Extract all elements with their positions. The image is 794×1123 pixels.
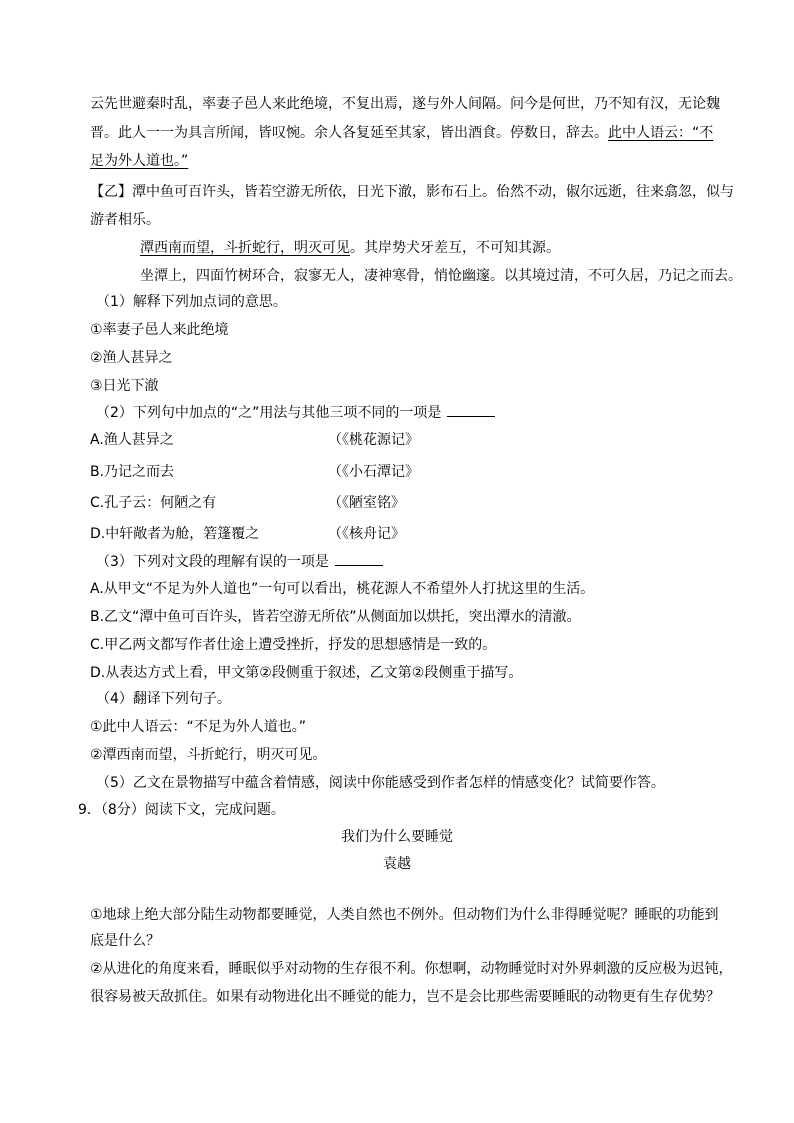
q4-item-2: ②潭西南而望，斗折蛇行，明灭可见。 [90,747,327,763]
q2-option-c-source: （《陋室铭》 [328,495,405,511]
q3-option-d: D.从表达方式上看，甲文第②段侧重于叙述，乙文第②段侧重于描写。 [90,665,523,681]
passage-yi-p2-rest: 。其岸势犬牙差互，不可知其源。 [350,240,560,256]
q4-prompt: （4）翻译下列句子。 [96,691,231,707]
q2-option-d: D.中轩敞者为舱，箬篷覆之 [90,526,260,542]
q3-option-c: C.甲乙两文都写作者仕途上遭受挫折，抒发的思想感情是一致的。 [90,637,497,653]
article-title: 我们为什么要睡觉 [341,829,453,845]
underlined-quote: 此中人语云：“不 [608,125,714,141]
article-para-2-line-1: ②从进化的角度来看，睡眠似乎对动物的生存很不利。你想啊，动物睡觉时对外界刺激的反应极为迟钝， [90,961,733,977]
answer-blank[interactable] [447,402,495,417]
q1-prompt: （1）解释下列加点词的意思。 [96,294,287,310]
underlined-sentence: 潭西南而望，斗折蛇行，明灭可见 [140,240,350,256]
passage-jia-line-1: 云先世避秦时乱，率妻子邑人来此绝境，不复出焉，遂与外人间隔。问今是何世，乃不知有汉，无论魏 [90,96,720,112]
answer-blank[interactable] [335,551,383,566]
passage-yi-p1-line-2: 游者相乐。 [90,212,160,228]
q2-option-a-source: （《桃花源记》 [328,432,419,448]
q3-prompt-line [96,551,383,572]
q2-prompt-line [96,402,495,423]
q3-option-a: A.从甲文“不足为外人道也”一句可以看出，桃花源人不希望外人打扰这里的生活。 [90,581,595,597]
passage-jia-text: 晋。此人一一为具言所闻，皆叹惋。余人各复延至其家，皆出酒食。停数日，辞去。 [90,125,608,141]
passage-yi-p2 [140,238,560,258]
article-author: 袁越 [383,856,411,872]
passage-yi-p3: 坐潭上，四面竹树环合，寂寥无人，凄神寒骨，悄怆幽邃。以其境过清，不可久居，乃记之而去。 [140,268,742,284]
article-para-1-line-2: 底是什么？ [90,933,160,949]
passage-yi-p1-line-1: 【乙】潭中鱼可百许头，皆若空游无所依，日光下澈，影布石上。佁然不动，俶尔远逝，往来翕忽，似与 [90,184,734,200]
q2-option-b-source: （《小石潭记》 [328,464,419,480]
q4-item-1: ①此中人语云：“不足为外人道也。” [90,719,307,735]
q9-header: 9．（8分）阅读下文，完成问题。 [78,802,285,818]
q5-prompt: （5）乙文在景物描写中蕴含着情感，阅读中你能感受到作者怎样的情感变化？试简要作答。 [96,775,665,791]
q2-option-a: A.渔人甚异之 [90,432,174,448]
q1-item-2: ②渔人甚异之 [90,350,173,366]
q2-prompt: （2）下列句中加点的“之”用法与其他三项不同的一项是 [96,405,442,421]
passage-jia-line-3: 足为外人道也。” [90,153,189,169]
q3-prompt: （3）下列对文段的理解有误的一项是 [96,554,329,570]
passage-jia-line-2 [90,123,713,143]
q1-item-3: ③日光下澈 [90,378,159,394]
q2-option-d-source: （《核舟记》 [328,526,405,542]
q2-option-c: C.孔子云：何陋之有 [90,495,217,511]
q1-item-1: ①率妻子邑人来此绝境 [90,322,229,338]
article-para-2-line-2: 很容易被天敌抓住。如果有动物进化出不睡觉的能力，岂不是会比那些需要睡眠的动物更有生存优势？ [90,989,720,1005]
article-para-1-line-1: ①地球上绝大部分陆生动物都要睡觉，人类自然也不例外。但动物们为什么非得睡觉呢？睡眠的功能到 [90,907,719,923]
q3-option-b: B.乙文“潭中鱼可百许头，皆若空游无所依”从侧面加以烘托，突出潭水的清澈。 [90,609,581,625]
q2-option-b: B.乃记之而去 [90,464,175,480]
